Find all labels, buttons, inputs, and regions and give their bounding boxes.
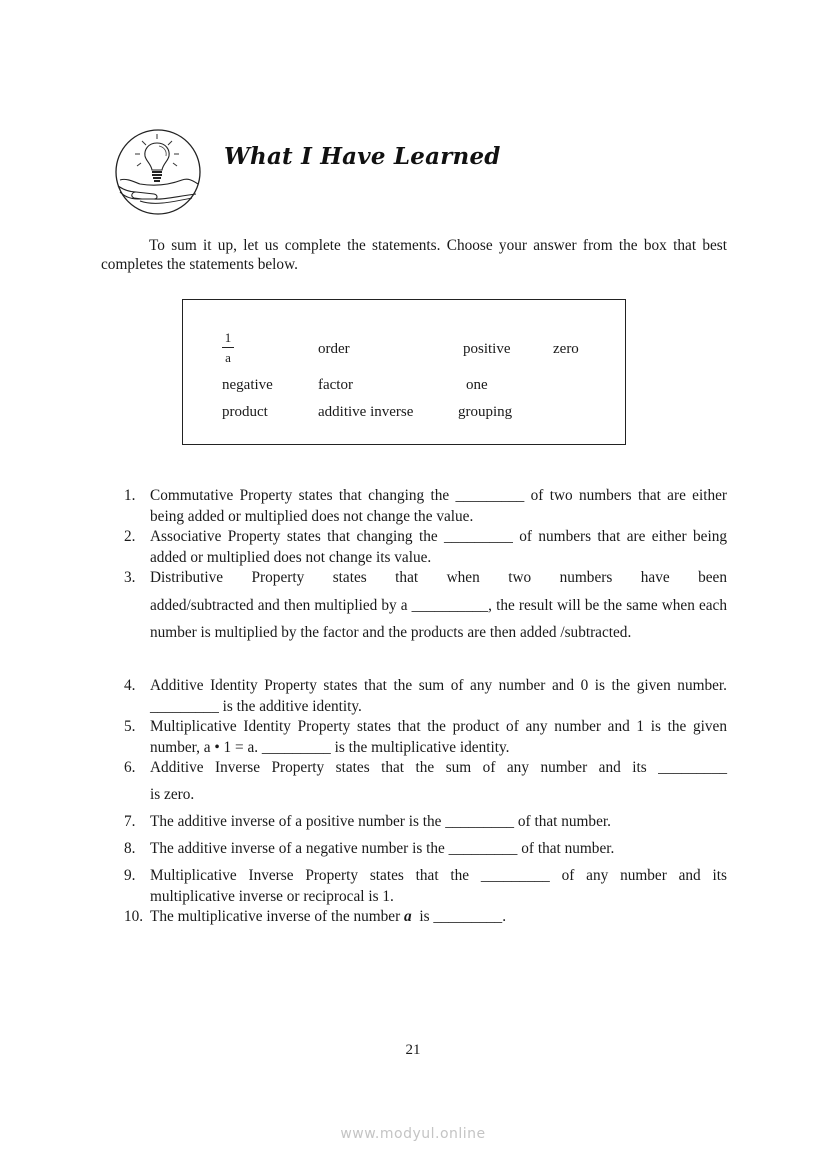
statement-text: Commutative Property states that changing the _________ of two numbers that are either being added or multiplied does not change the value. [150,487,727,525]
choice-word: positive [463,341,511,357]
statement-item [124,676,727,717]
statement-text: is zero. [150,785,195,803]
statement-item [124,486,727,527]
page-number: 21 [405,1042,421,1058]
choice-word: additive inverse [318,404,414,420]
statement-item [124,568,727,646]
statement-text [150,907,727,928]
choice-word: negative [222,377,273,393]
statement-text: Associative Property states that changing the _________ of numbers that are either being added or multiplied does not change its value. [150,528,727,566]
statement-item [124,527,727,568]
intro-text: To sum it up, let us complete the statements. Choose your answer from the box that best completes the statements below. [101,237,727,273]
variable-a: a [404,908,412,925]
statement-text: Additive Identity Property states that the sum of any number and 0 is the given number. _________ is the additive identity. [150,677,727,715]
choice-word: zero [553,341,579,357]
statement-text: Multiplicative Identity Property states that the product of any number and 1 is the given number, a • 1 = a. _________ is the multiplicative identity. [150,718,727,756]
statement-number: 8. [124,840,136,857]
lightbulb-in-hand-icon [112,128,204,216]
fraction-denominator: a [225,350,231,365]
statement-number: 6. [124,759,136,776]
page-title: What I Have Learned [224,143,501,170]
watermark: www.modyul.online [340,1126,486,1142]
statement-text: Multiplicative Inverse Property states that the _________ of any number and its multiplicative inverse or reciprocal is 1. [150,867,727,905]
statement-item [124,866,727,907]
statement-item [124,839,727,860]
choice-word: grouping [458,404,513,420]
choice-word: order [318,341,350,357]
statement-number: 3. [124,569,136,586]
statement-item [124,758,727,805]
statement-item [124,907,727,928]
statement-number: 5. [124,718,136,735]
statement-text-before: The multiplicative inverse of the number [150,908,405,925]
fraction-numerator: 1 [222,331,234,348]
answer-choices-box [182,299,626,445]
statement-item [124,812,727,833]
statement-item [124,717,727,758]
intro-paragraph [101,236,727,274]
statement-number: 4. [124,677,136,694]
statement-text-line1: Additive Inverse Property states that the sum of any number and its _________ [150,759,727,776]
statement-number: 9. [124,867,136,884]
statement-text-after: is _________. [411,908,507,925]
statement-text: The additive inverse of a positive number is the _________ of that number. [150,813,611,830]
statement-text: added/subtracted and then multiplied by a __________, the result will be the same when each number is multiplied by the factor and the products are then added /subtracted. [150,596,727,641]
choice-word: one [466,377,488,393]
statement-number: 10. [124,908,144,925]
choice-word: factor [318,377,353,393]
statement-number: 2. [124,528,136,545]
choice-word: product [222,404,268,420]
statement-number: 7. [124,813,136,830]
statement-number: 1. [124,487,136,504]
statement-text-line1: Distributive Property states that when two numbers have been [150,569,727,586]
fraction-one-over-a [222,331,234,365]
statement-text: The additive inverse of a negative number is the _________ of that number. [150,840,615,857]
